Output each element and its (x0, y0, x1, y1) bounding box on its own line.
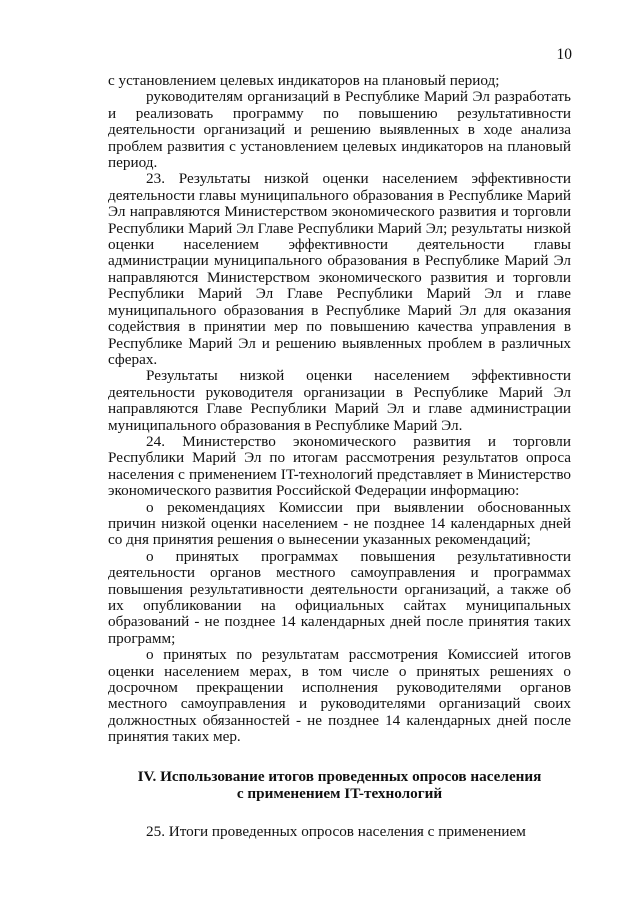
paragraph-item-25: 25. Итоги проведенных опросов населения с применением (146, 822, 526, 840)
paragraph-adopted-programs: о принятых программах повышения результативности деятельности органов местного самоуправления и программах повышения результативности деятельности организаций, а также об их опубликовании на официальных сайтах муниципальных образований - не позднее 14 календарных дней после принятия таких программ; (108, 547, 571, 647)
paragraph-organization-heads: Результаты низкой оценки населением эффективности деятельности руководителя организации в Республике Марий Эл направляются Главе Республики Марий Эл и главе администрации муниципального образования в Республике Марий Эл. (108, 367, 571, 434)
document-body (108, 73, 571, 840)
section-heading-line-1: IV. Использование итогов проведенных опросов населения (137, 767, 542, 785)
paragraph-item-24: 24. Министерство экономического развития и торговли Республики Марий Эл по итогам рассмотрения результатов опроса населения с применением IT-технологий представляет в Министерство экономического развития Российской Федерации информацию: (108, 432, 571, 500)
paragraph-continuation: с установлением целевых индикаторов на плановый период; (108, 72, 500, 89)
page-number: 10 (556, 46, 572, 63)
paragraph-adopted-measures: о принятых по результатам рассмотрения Комиссией итогов оценки населением мерах, в том числе о принятых решениях о досрочном прекращении исполнения руководителями органов местного самоуправления и руководителями организаций своих должностных обязанностей - не позднее 14 календарных дней после принятия таких мер. (108, 646, 571, 746)
paragraph-managers-program: руководителям организаций в Республике Марий Эл разработать и реализовать программу по повышению результативности деятельности организаций и решению выявленных в ходе анализа проблем развития с установлением целевых индикаторов на плановый период. (108, 88, 571, 172)
paragraph-item-23: 23. Результаты низкой оценки населением эффективности деятельности главы муниципального образования в Республике Марий Эл направляются Министерством экономического развития и торговли Республики Марий Эл Главе Республики Марий Эл; результаты низкой оценки населением эффективности деятельности главы администрации муниципального образования в Республике Марий Эл направляются Министерством экономического развития и торговли Республики Марий Эл Главе Республики Марий Эл и главе муниципального образования в Республике Марий Эл для оказания содействия в принятии мер по повышению качества управления в Республике Марий Эл и решению выявленных проблем в различных сферах. (108, 170, 571, 368)
section-heading-line-2: с применением IT-технологий (236, 784, 443, 802)
section-heading (108, 768, 571, 802)
paragraph-commission-recommendations: о рекомендациях Комиссии при выявлении обоснованных причин низкой оценки населением - не позднее 14 календарных дней со дня принятия решения о вынесении указанных рекомендаций; (108, 498, 571, 549)
